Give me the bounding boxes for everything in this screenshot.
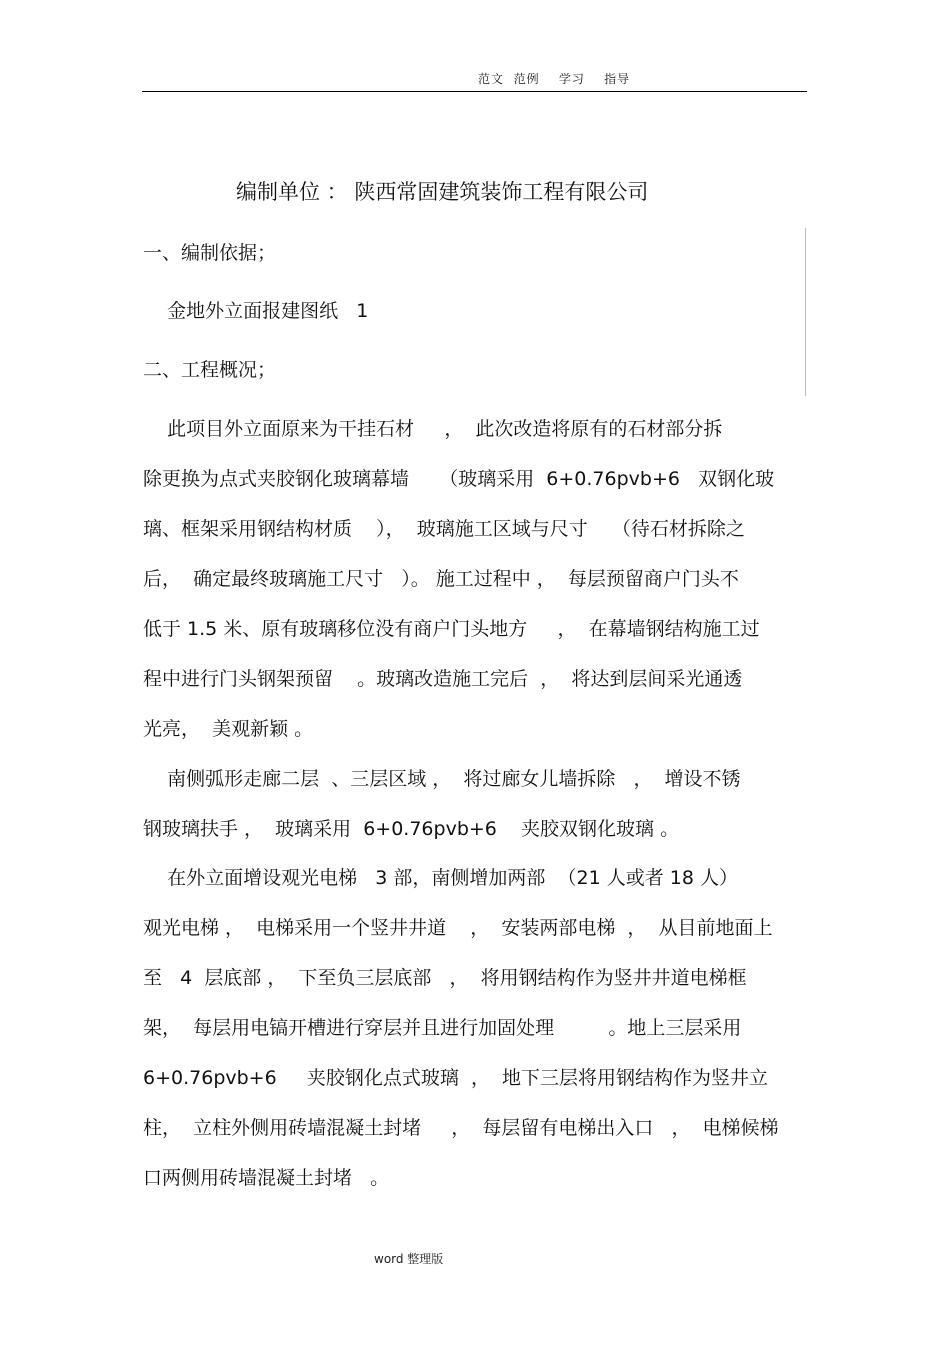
body-line: 后， 确定最终玻璃施工尺寸 ）。 施工过程中 ， 每层预留商户门头不 — [143, 568, 739, 590]
body-line: 低于 1.5 米、原有玻璃移位没有商户门头地方 ， 在幕墙钢结构施工过 — [143, 618, 760, 640]
body-line: 南侧弧形走廊二层 、三层区域 ， 将过廊女儿墙拆除 ， 增设不锈 — [143, 768, 741, 790]
header-divider — [142, 91, 807, 92]
body-line: 光亮， 美观新颖 。 — [143, 718, 314, 740]
section-heading: 一、编制依据； — [143, 242, 277, 264]
body-line: 此项目外立面原来为干挂石材 ， 此次改造将原有的石材部分拆 — [143, 418, 723, 440]
section-heading: 二、工程概况； — [143, 359, 277, 381]
body-line: 至 4 层底部 ， 下至负三层底部 ， 将用钢结构作为竖井井道电梯框 — [143, 967, 747, 989]
body-line: 柱， 立柱外侧用砖墙混凝土封堵 ， 每层留有电梯出入口 ， 电梯候梯 — [143, 1117, 779, 1139]
body-line: 钢玻璃扶手 ， 玻璃采用 6+0.76pvb+6 夹胶双钢化玻璃 。 — [143, 818, 680, 840]
body-line: 璃、框架采用钢结构材质 ）， 玻璃施工区域与尺寸 （待石材拆除之 — [143, 518, 745, 540]
body-line: 程中进行门头钢架预留 。玻璃改造施工完后 ， 将达到层间采光通透 — [143, 668, 743, 690]
page-footer: word 整理版 — [374, 1252, 444, 1266]
margin-line — [805, 228, 806, 396]
page-header — [0, 70, 950, 92]
body-line: 在外立面增设观光电梯 3 部，南侧增加两部 （21 人或者 18 人） — [143, 867, 738, 889]
body-line: 口两侧用砖墙混凝土封堵 。 — [143, 1167, 390, 1189]
body-line: 除更换为点式夹胶钢化玻璃幕墙 （玻璃采用 6+0.76pvb+6 双钢化玻 — [143, 468, 775, 490]
header-text: 范文 范例 学习 指导 — [478, 72, 631, 86]
document-title: 编制单位 ： 陕西常固建筑装饰工程有限公司 — [236, 180, 649, 204]
body-line: 金地外立面报建图纸 1 — [143, 300, 369, 322]
body-line: 观光电梯 ， 电梯采用一个竖井井道 ， 安装两部电梯 ， 从目前地面上 — [143, 917, 773, 939]
body-line: 6+0.76pvb+6 夹胶钢化点式玻璃 ， 地下三层将用钢结构作为竖井立 — [143, 1067, 769, 1089]
body-line: 架， 每层用电镐开槽进行穿层并且进行加固处理 。地上三层采用 — [143, 1017, 742, 1039]
